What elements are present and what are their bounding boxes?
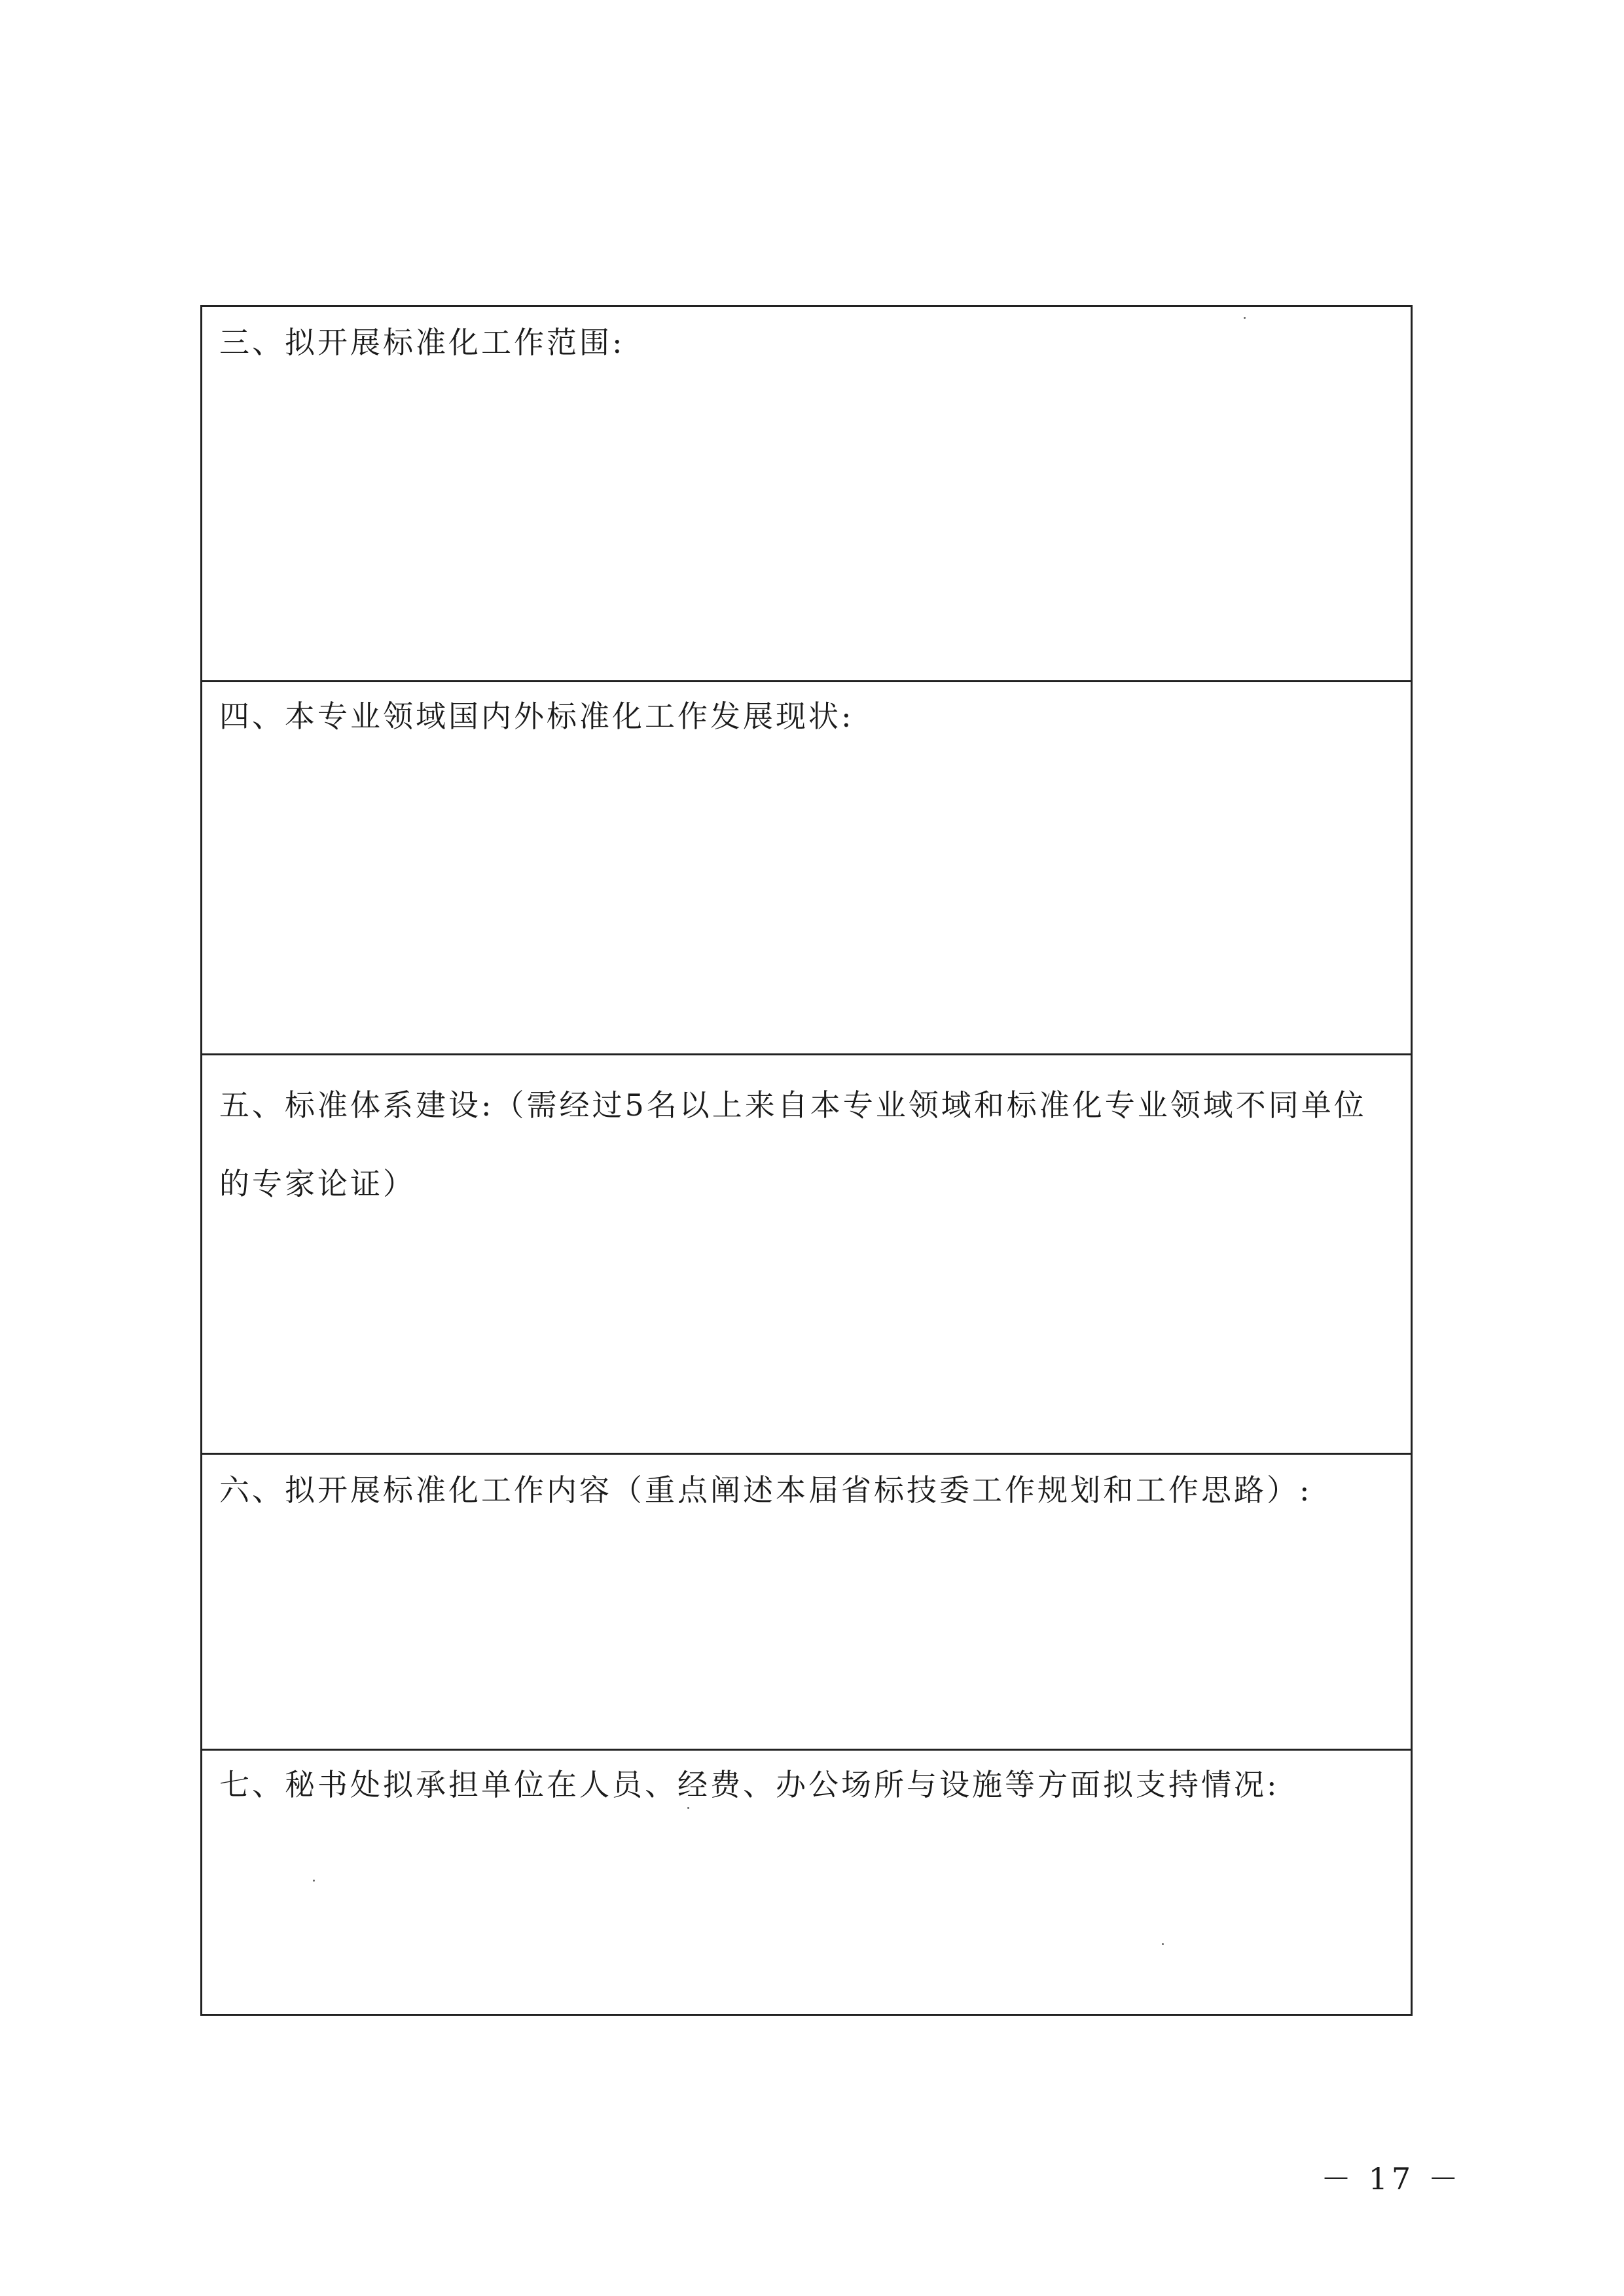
section-title-content: 六、拟开展标准化工作内容（重点阐述本届省标技委工作规划和工作思路）: xyxy=(219,1472,1312,1508)
form-table xyxy=(200,305,1413,2016)
section-support xyxy=(202,1751,1411,2014)
scan-speck xyxy=(313,1880,315,1882)
section-title-status: 四、本专业领域国内外标准化工作发展现状: xyxy=(219,699,854,734)
section-scope xyxy=(202,307,1411,682)
scan-speck xyxy=(1162,1943,1164,1945)
section-status xyxy=(202,682,1411,1055)
page-number: － 17 － xyxy=(1321,2161,1462,2196)
section-title-scope: 三、拟开展标准化工作范围: xyxy=(219,325,625,360)
section-title-support: 七、秘书处拟承担单位在人员、经费、办公场所与设施等方面拟支持情况: xyxy=(219,1767,1280,1802)
section-title-system: 五、标准体系建设:（需经过5名以上来自本专业领域和标准化专业领域不同单位的专家论证） xyxy=(219,1087,1367,1201)
section-system xyxy=(202,1055,1411,1455)
section-content xyxy=(202,1455,1411,1751)
scan-speck xyxy=(1244,317,1246,319)
scan-speck xyxy=(687,1807,689,1809)
